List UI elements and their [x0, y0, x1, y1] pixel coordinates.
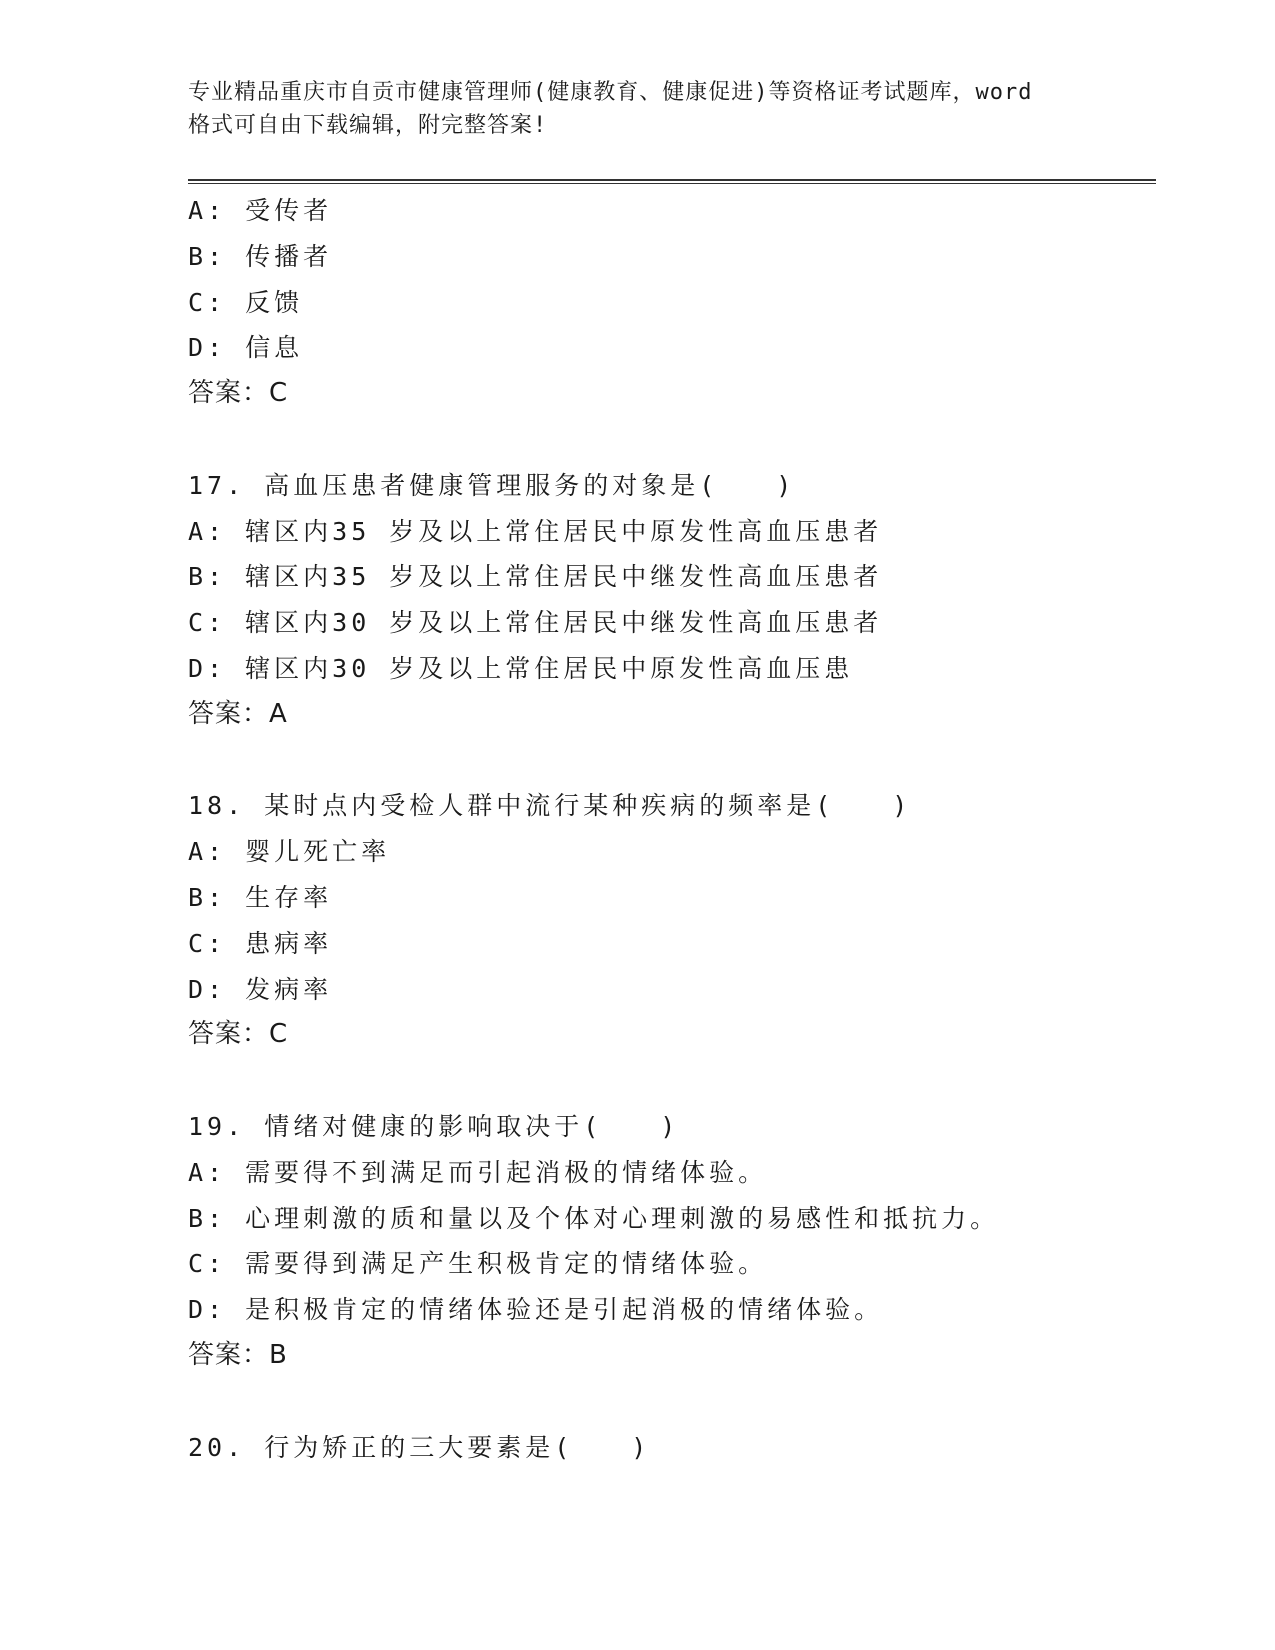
spacer — [188, 417, 1148, 463]
answer: 答案：C — [188, 378, 289, 409]
option-d: D: 发病率 — [188, 974, 333, 1004]
question-18 — [188, 783, 1148, 1058]
option-c: C: 患病率 — [188, 928, 333, 958]
option-b: B: 生存率 — [188, 882, 333, 912]
option-b: B: 心理刺激的质和量以及个体对心理刺激的易感性和抵抗力。 — [188, 1203, 1000, 1233]
option-d: D: 是积极肯定的情绪体验还是引起消极的情绪体验。 — [188, 1295, 884, 1325]
spacer — [188, 738, 1148, 784]
spacer — [188, 1379, 1148, 1425]
option-a: A: 婴儿死亡率 — [188, 837, 391, 867]
question-16 — [188, 188, 1148, 417]
option-c: C: 反馈 — [188, 287, 304, 317]
option-b: B: 辖区内35 岁及以上常住居民中继发性高血压患者 — [188, 562, 883, 592]
option-a: A: 需要得不到满足而引起消极的情绪体验。 — [188, 1157, 768, 1187]
question-20 — [188, 1425, 1148, 1471]
question-list — [188, 188, 1148, 1470]
option-c: C: 需要得到满足产生积极肯定的情绪体验。 — [188, 1249, 768, 1279]
question-title: 17. 高血压患者健康管理服务的对象是( ) — [188, 470, 796, 500]
document-header — [188, 76, 1088, 142]
spacer — [188, 1058, 1148, 1104]
option-b: B: 传播者 — [188, 241, 333, 271]
question-title: 19. 情绪对健康的影响取决于( ) — [188, 1111, 680, 1141]
option-d: D: 信息 — [188, 333, 304, 363]
question-title: 18. 某时点内受检人群中流行某种疾病的频率是( ) — [188, 791, 912, 821]
option-a: A: 辖区内35 岁及以上常住居民中原发性高血压患者 — [188, 516, 883, 546]
header-divider-thick — [188, 179, 1156, 181]
answer: 答案：B — [188, 1339, 288, 1370]
option-c: C: 辖区内30 岁及以上常住居民中继发性高血压患者 — [188, 608, 883, 638]
header-line-2: 格式可自由下载编辑，附完整答案! — [188, 113, 548, 138]
header-line-1: 专业精品重庆市自贡市健康管理师(健康教育、健康促进)等资格证考试题库，word — [188, 80, 1033, 105]
answer: 答案：A — [188, 698, 288, 729]
question-17 — [188, 463, 1148, 738]
question-title: 20. 行为矫正的三大要素是( ) — [188, 1432, 651, 1462]
header-divider-thin — [188, 183, 1156, 184]
option-d: D: 辖区内30 岁及以上常住居民中原发性高血压患 — [188, 653, 854, 683]
question-19 — [188, 1104, 1148, 1379]
option-a: A: 受传者 — [188, 196, 333, 225]
answer: 答案：C — [188, 1019, 289, 1050]
